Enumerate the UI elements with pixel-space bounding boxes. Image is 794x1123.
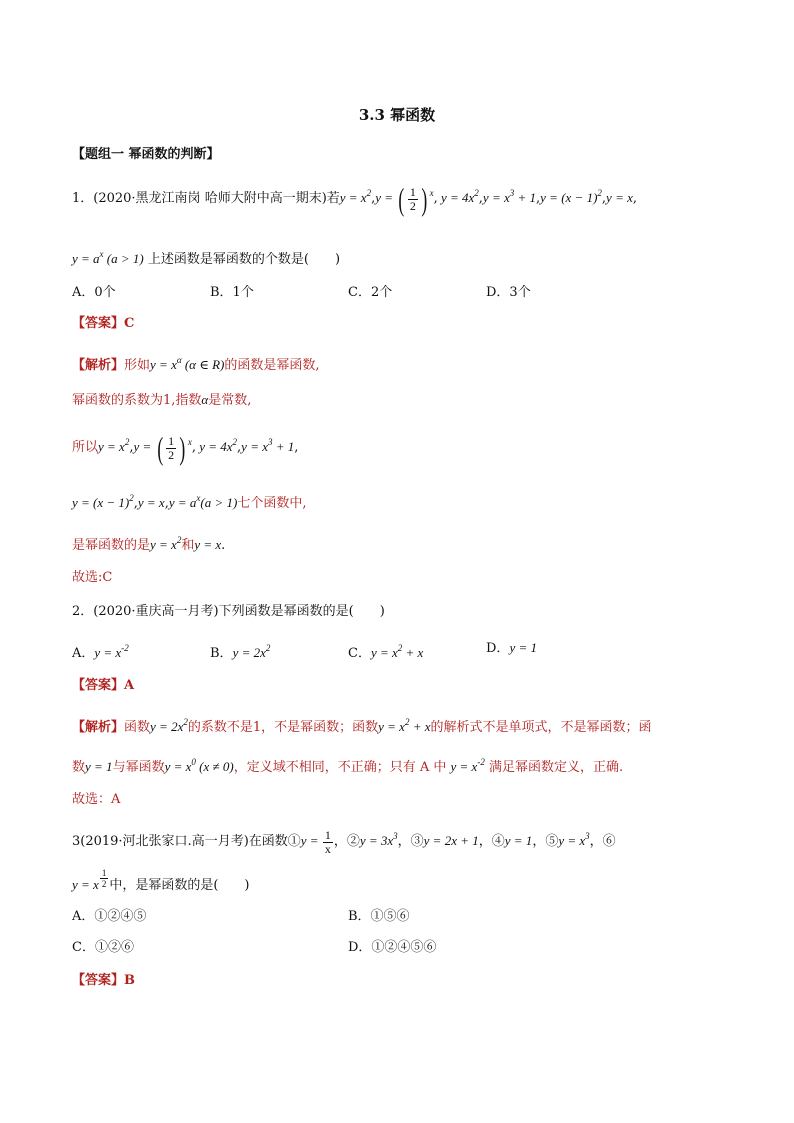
analysis-text: 数 <box>72 760 86 775</box>
analysis-text: 满足幂函数定义，正确. <box>488 760 624 775</box>
q3-option-c[interactable]: C．①②⑥ <box>72 940 134 955</box>
q1-option-b[interactable]: B．1个 <box>210 285 254 300</box>
question-3-line-2 <box>72 868 249 896</box>
analysis-text: 与幂函数 <box>112 760 165 775</box>
analysis-formula: $y = x^2$ <box>150 535 182 552</box>
answer-tag: 【答案】 <box>72 678 125 693</box>
q3-formula-6: y = x $\frac{1}{2}$ <box>72 868 107 892</box>
q3-formula-5: $y = x^3$ <box>558 831 590 848</box>
analysis-text: 函数 <box>124 720 151 735</box>
q1-formula-1: $y = x^2$ <box>339 188 372 205</box>
q1-option-d[interactable]: D．3个 <box>486 285 531 300</box>
analysis-text: ，定义域不相同，不正确；只有 A 中 <box>233 760 447 775</box>
conclusion-value: A <box>111 792 121 807</box>
analysis-text: 是幂函数的是 <box>72 538 151 553</box>
analysis-text: 的系数不是1，不是幂函数；函数 <box>187 720 379 735</box>
q3-option-d[interactable]: D．①②④⑤⑥ <box>348 940 437 955</box>
q1-formula-4: $y = x^3 + 1$ <box>482 188 537 205</box>
analysis-formula: y = ( $\frac{1}{2}$ ) $^x$ <box>133 430 192 467</box>
q3-sep: ，⑥ <box>589 834 616 849</box>
analysis-text: 七个函数中, <box>237 496 307 511</box>
q3-sep: ，④ <box>478 834 505 849</box>
section-heading: 【题组一 幂函数的判断】 <box>72 147 220 162</box>
analysis-text: 和 <box>181 538 195 553</box>
answer-value: A <box>124 678 135 693</box>
question-2-analysis-1 <box>72 712 652 738</box>
question-3-options-row-1 <box>72 907 722 927</box>
q2-option-a[interactable]: A．$y = x^{-2}$ <box>72 643 129 661</box>
question-3-prefix: 3(2019·河北张家口.高一月考)在函数① <box>72 834 301 849</box>
analysis-formula: $y = a^x(a > 1)$ <box>168 493 238 510</box>
question-2-analysis-2 <box>72 752 623 778</box>
q2-option-c[interactable]: C．$y = x^2 + x$ <box>348 643 424 661</box>
q1-option-a[interactable]: A．0个 <box>72 285 116 300</box>
analysis-text: 的函数是幂函数, <box>224 358 320 373</box>
q3-formula-3: y = 2x + 1 <box>423 833 479 848</box>
analysis-formula: $y = x^{-2}$ <box>450 757 485 774</box>
question-1-conclusion: 故选:C <box>72 570 113 585</box>
answer-tag: 【答案】 <box>72 316 125 331</box>
question-2-conclusion <box>72 790 120 810</box>
analysis-text: 所以 <box>72 440 99 455</box>
q3-option-a[interactable]: A．①②④⑤ <box>72 909 147 924</box>
question-1-options <box>72 283 722 303</box>
question-1-analysis-1 <box>72 350 320 376</box>
analysis-formula: $y = 4x^2$ <box>195 437 238 454</box>
question-2-answer <box>72 676 134 696</box>
q3-sep: ，⑤ <box>532 834 559 849</box>
page-title: 3.3 幂函数 <box>358 106 436 124</box>
analysis-formula: y = x <box>137 495 165 510</box>
analysis-text: 的解析式不是单项式，不是幂函数；函 <box>430 720 652 735</box>
question-1-answer <box>72 314 134 334</box>
analysis-formula: y = x <box>194 537 222 552</box>
q2-option-d[interactable]: D．y = 1 <box>486 640 537 656</box>
analysis-formula: y = 1 <box>85 759 113 774</box>
answer-value: B <box>124 973 136 988</box>
analysis-tag: 【解析】 <box>72 358 125 373</box>
q3-formula-2: $y = 3x^3$ <box>359 831 398 848</box>
question-2-stem: 2．(2020·重庆高一月考)下列函数是幂函数的是( ) <box>72 604 385 619</box>
analysis-formula: $y = x^3 + 1$ <box>241 437 295 454</box>
q3-sep: ，② <box>333 834 360 849</box>
analysis-formula: $y = (x - 1)^2$ <box>72 493 134 510</box>
analysis-formula: $y = x^2 + x$ <box>378 717 431 734</box>
analysis-formula: $y = x^0$ (x ≠ 0) <box>164 757 234 774</box>
question-1-analysis-2 <box>72 390 251 411</box>
analysis-text: 是常数, <box>208 393 252 408</box>
q1-formula-2: y = ( $\frac{1}{2}$ ) $^x$ <box>375 181 434 218</box>
question-1-analysis-3: 所以$y = x^2,y$ = ( $\frac{1}{2}$ ) $^x$, $y = 4x^2,y = x^3 + 1$, <box>72 430 299 467</box>
q3-formula-1: y = $\frac{1}{x}$ <box>300 827 331 856</box>
answer-value: C <box>124 316 135 331</box>
analysis-formula: $y = 2x^2$ <box>150 717 188 734</box>
question-3-options-row-2 <box>72 938 722 958</box>
question-1-stem: 上述函数是幂函数的个数是( ) <box>147 252 341 267</box>
question-1-line-1: 1．(2020·黑龙江南岗 哈师大附中高一期末)若$y = x^2,y$ = ( $\frac{1}{2}$ ) $^x$, $y = 4x^2,y = x^3 + 1,y = (x - 1)^2,y = x$, <box>72 181 637 218</box>
q1-formula-6: y = x <box>606 190 633 205</box>
q3-formula-4: y = 1 <box>504 833 533 848</box>
question-1-prefix: 1．(2020·黑龙江南岗 哈师大附中高一期末)若 <box>72 191 340 206</box>
analysis-formula: α <box>201 392 209 407</box>
question-3-answer <box>72 971 135 991</box>
question-2-options <box>72 638 722 661</box>
q3-option-b[interactable]: B．①⑤⑥ <box>348 909 410 924</box>
q1-formula-7: $y = a^x$ (a > 1) <box>72 249 144 266</box>
conclusion-text: 故选： <box>72 792 112 807</box>
question-1-line-2 <box>72 244 340 270</box>
question-3-line-1 <box>72 826 616 856</box>
answer-tag: 【答案】 <box>72 973 125 988</box>
question-3-stem: 中，是幂函数的是( ) <box>109 878 250 893</box>
q1-option-c[interactable]: C．2个 <box>348 285 393 300</box>
q1-formula-5: $y = (x - 1)^2$ <box>540 188 602 205</box>
q3-sep: ，③ <box>397 834 424 849</box>
q2-option-b[interactable]: B．$y = 2x^2$ <box>210 643 271 661</box>
question-1-analysis-5: 是幂函数的是$y = x^2$和y = x. <box>72 535 226 553</box>
analysis-formula: $y = x^\alpha$ (α ∈ R) <box>150 355 225 372</box>
question-1-analysis-4: $y = (x - 1)^2,y = x,y = a^x(a > 1)$七个函数中, <box>72 493 307 511</box>
q1-formula-3: $y = 4x^2$ <box>437 188 479 205</box>
analysis-text: 幂函数的系数为1,指数 <box>72 393 202 408</box>
analysis-formula: $y = x^2$ <box>98 437 130 454</box>
analysis-tag: 【解析】 <box>72 720 125 735</box>
analysis-text: 形如 <box>124 358 151 373</box>
